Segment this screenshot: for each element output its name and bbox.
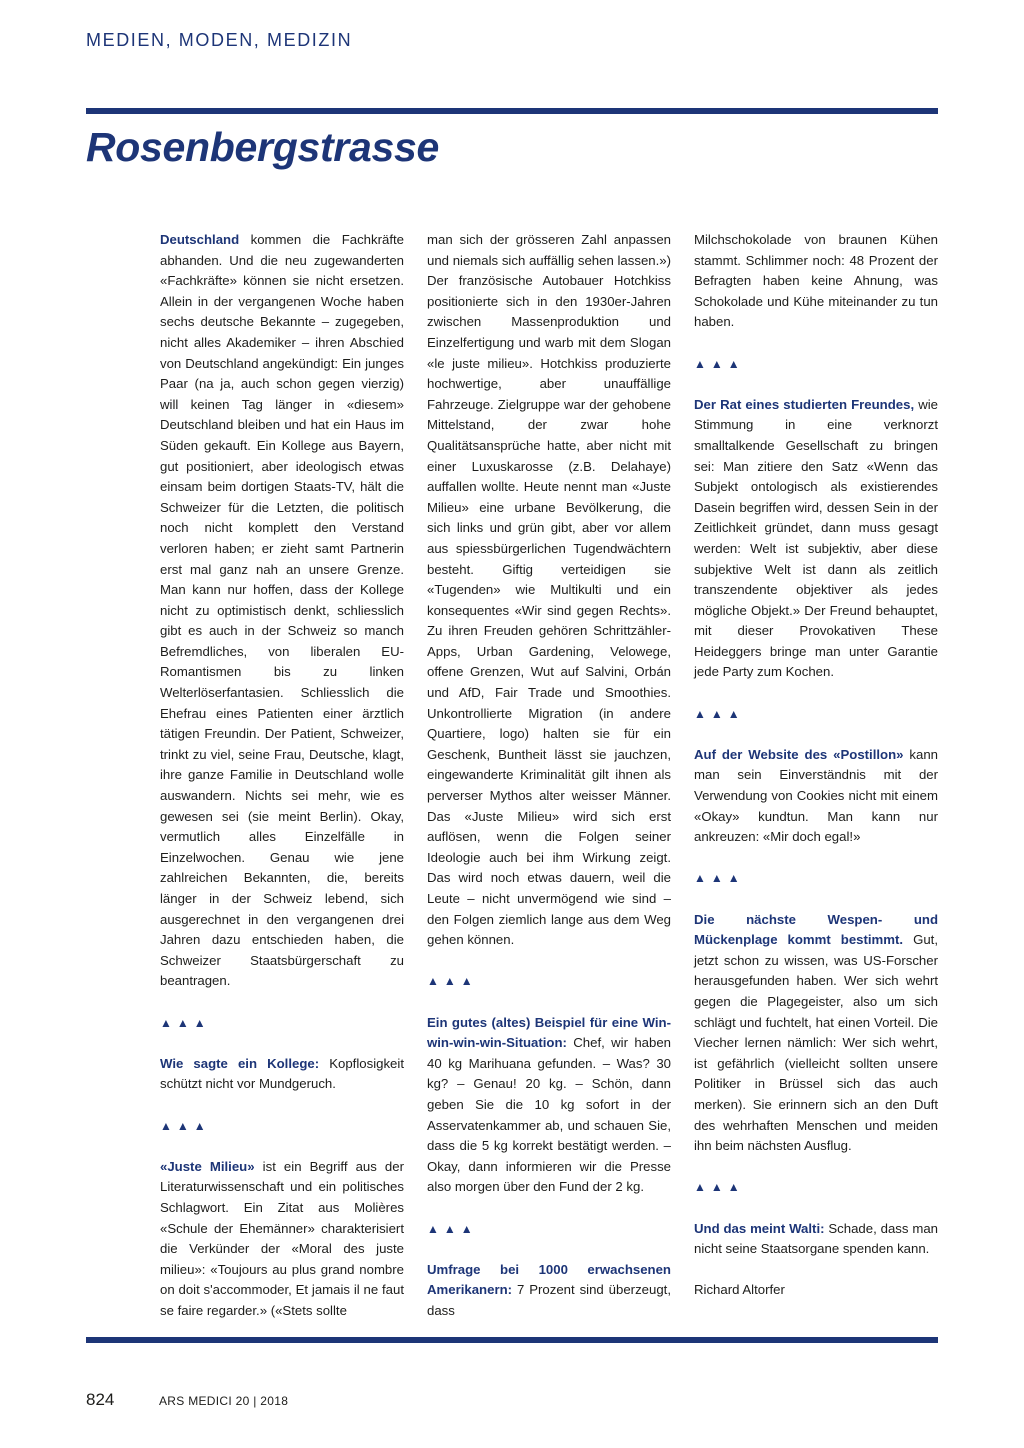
paragraph (427, 230, 671, 951)
paragraph-text: kann man sein Einverständnis mit der Verwendung von Cookies nicht mit einem «Okay» kundtun. Man kann nur ankreuzen: «Mir doch egal!» (694, 746, 938, 845)
column-3 (694, 230, 938, 1301)
paragraph (694, 745, 938, 848)
bottom-rule (86, 1337, 938, 1343)
author-name: Richard Altorfer (694, 1282, 785, 1298)
paragraph-text: wie Stimmung in eine verknorzt smalltalkende Gesellschaft zu bringen sei: Man zitiere den Satz «Wenn das Subjekt ontologisch als existierendes Dasein begriffen wird, dessen Sein in der Zeitlichkeit gründet, dann muss gesagt werden: Welt ist subjektiv, aber diese subjektive Welt ist dann als zeitlich transzendente objektiver als jedes mögliche Objekt.» Der Freund behauptet, mit dieser Provokativen These Heideggers bringe man unter Garantie jede Party zum Kochen. (694, 396, 939, 680)
separator-triangles: ▲▲▲ (427, 974, 478, 989)
separator-triangles: ▲▲▲ (160, 1015, 211, 1030)
paragraph-text: Gut, jetzt schon zu wissen, was US-Forscher herausgefunden haben. Wer sich wehrt gegen die Plagegeister, also um sich schlägt und fuchtelt, hat einen Vorteil. Die Viecher lernen nämlich: Wer sich wehrt, ist gefährlich (vielleicht sollten unsere Politiker in Brüssel sich das auch merken). Sie erinnern sich an den Duft des wehrhaften Menschen und meiden ihn beim nächsten Ausflug. (694, 932, 939, 1154)
paragraph (694, 1219, 938, 1260)
top-rule (86, 108, 938, 114)
paragraph-text: ist ein Begriff aus der Literaturwissenschaft und ein politisches Schlagwort. Ein Zitat aus Molières «Schule der Ehemänner» charakterisiert die Verkünder der «Moral des juste milieu»: «Toujours au plus grand nombre on doit s'accommoder, Et jamais il ne faut se faire regarder.» («Stets sollte (160, 1158, 404, 1318)
paragraph-lead: Und das meint Walti: (694, 1220, 825, 1236)
paragraph-text: Kopflosigkeit schützt nicht vor Mundgeruch. (160, 1055, 404, 1092)
page-number: 824 (86, 1390, 115, 1409)
paragraph-lead: Die nächste Wespen- und Mückenplage kommt bestimmt. (694, 911, 938, 948)
separator-triangles: ▲▲▲ (694, 1180, 745, 1195)
separator-triangles: ▲▲▲ (694, 706, 745, 721)
paragraph-lead: Ein gutes (altes) Beispiel für eine Win-win-win-win-Situation: (427, 1014, 671, 1051)
separator-triangles: ▲▲▲ (160, 1118, 211, 1133)
paragraph (160, 230, 404, 992)
paragraph-text: Milchschokolade von braunen Kühen stammt. Schlimmer noch: 48 Prozent der Befragten haben keine Ahnung, was Schokolade und Kühe miteinander zu tun haben. (694, 232, 938, 330)
column-1 (160, 230, 404, 1321)
separator-triangles: ▲▲▲ (427, 1221, 478, 1236)
paragraph (694, 910, 938, 1157)
separator-triangles: ▲▲▲ (694, 356, 745, 371)
paragraph-lead: Der Rat eines studierten Freundes, (694, 396, 915, 412)
paragraph-text: Chef, wir haben 40 kg Marihuana gefunden. – Was? 30 kg? – Genau! 20 kg. – Schön, dann geben Sie die 10 kg sofort in der Asservatenkammer ab, und schauen Sie, dass die 5 kg korrekt bestätigt werden. – Okay, dann informieren wir die Presse also morgen über den Fund der 2 kg. (427, 1035, 671, 1195)
paragraph (427, 1013, 671, 1198)
paragraph (160, 1157, 404, 1322)
paragraph-lead: Auf der Website des «Postillon» (694, 746, 904, 762)
section-label: MEDIEN, MODEN, MEDIZIN (86, 30, 353, 50)
page-title: Rosenbergstrasse (86, 124, 439, 170)
paragraph-lead: Deutschland (160, 232, 240, 247)
paragraph (694, 395, 938, 683)
paragraph-text: 7 Prozent sind überzeugt, dass (427, 1282, 671, 1318)
paragraph-lead: Umfrage bei 1000 erwachsenen Amerikanern: (427, 1261, 671, 1298)
journal-issue: ARS MEDICI 20 | 2018 (159, 1394, 289, 1408)
paragraph (160, 1054, 404, 1095)
paragraph-text: man sich der grösseren Zahl anpassen und niemals sich auffällig sehen lassen.») Der französische Autobauer Hotchkiss positionierte sich in den 1930er-Jahren zwischen Massenproduktion und Einzelfertigung und warb mit dem Slogan «le juste milieu». Hotchkiss produzierte hochwertige, aber unauffällige Fahrzeuge. Zielgruppe war der gehobene Mittelstand, der zwar hohe Qualitätsansprüche hatte, aber nicht mit einer Luxuskarosse (z.B. Delahaye) auffallen wollte. Heute nennt man «Juste Milieu» eine urbane Bevölkerung, die sich links und grün gibt, aber vor allem aus spiessbürgerlichen Tugendwächtern besteht. Giftig verteidigen sie «Tugenden» wie Multikulti und ein konsequentes «Wir sind gegen Rechts». Zu ihren Freuden gehören Schrittzähler-Apps, Urban Gardening, Velowege, offene Grenzen, Wut auf Salvini, Orbán und AfD, Fair Trade und Smoothies. Unkontrollierte Migration (in andere Quartiere, logo) halten sie für ein Geschenk, Buntheit lässt sie jauchzen, eingewanderte Kriminalität gilt ihnen als perverser Mythos alter weisser Männer. Das «Juste Milieu» wird sich erst auflösen, wenn die Folgen seiner Ideologie auch bei ihm Wirkung zeigt. Das wird noch etwas dauern, weil die Leute – nicht unvermögend wie sind – den Folgen ziemlich lange aus dem Weg gehen können. (427, 232, 671, 948)
separator-triangles: ▲▲▲ (694, 871, 745, 886)
paragraph-lead: «Juste Milieu» (160, 1158, 255, 1174)
paragraph (427, 1260, 671, 1322)
paragraph-lead: Wie sagte ein Kollege: (160, 1055, 320, 1071)
column-2 (427, 230, 671, 1321)
paragraph-text: kommen die Fachkräfte abhanden. Und die neu zugewanderten «Fachkräfte» können sie nicht ersetzen. Allein in der vergangenen Woche haben sechs deutsche Bekannte – zugegeben, nicht alles Akademiker – ihren Abschied von Deutschland angekündigt: Ein junges Paar (na ja, auch schon gegen vierzig) will keinen Tag länger in «diesem» Deutschland bleiben und hat ein Haus im Süden gekauft. Ein Kollege aus Bayern, gut positioniert, aber ideologisch etwas einsam beim dortigen Staats-TV, hält die Schweizer für die Letzten, die politisch noch nicht komplett den Verstand verloren haben; er zieht samt Partnerin erst mal ganz nah an unsere Grenze. Man kann nur hoffen, dass der Kollege nicht zu optimistisch denkt, schliesslich gibt es auch in der Schweiz so manch Befremdliches, von liberalen EU-Romantismen bis zu linken Welterlöserfantasien. Schliesslich die Ehefrau eines Patienten einer ärztlich tätigen Freundin. Der Patient, Schweizer, trinkt zu viel, seine Frau, Deutsche, klagt, ihre ganze Familie in Deutschland wolle auswandern. Nichts sei mehr, wie es gewesen sei (sie meint Berlin). Okay, vermutlich alles Einzelfälle in Einzelwochen. Genau wie jene zahlreichen Bekannten, die, bereits länger in der Schweiz lebend, sich ausgerechnet in den vergangenen drei Jahren dazu entschieden haben, die Schweizer Staatsbürgerschaft zu beantragen. (160, 232, 404, 989)
paragraph (694, 230, 938, 333)
paragraph-text: Schade, dass man nicht seine Staatsorgane spenden kann. (694, 1220, 938, 1257)
